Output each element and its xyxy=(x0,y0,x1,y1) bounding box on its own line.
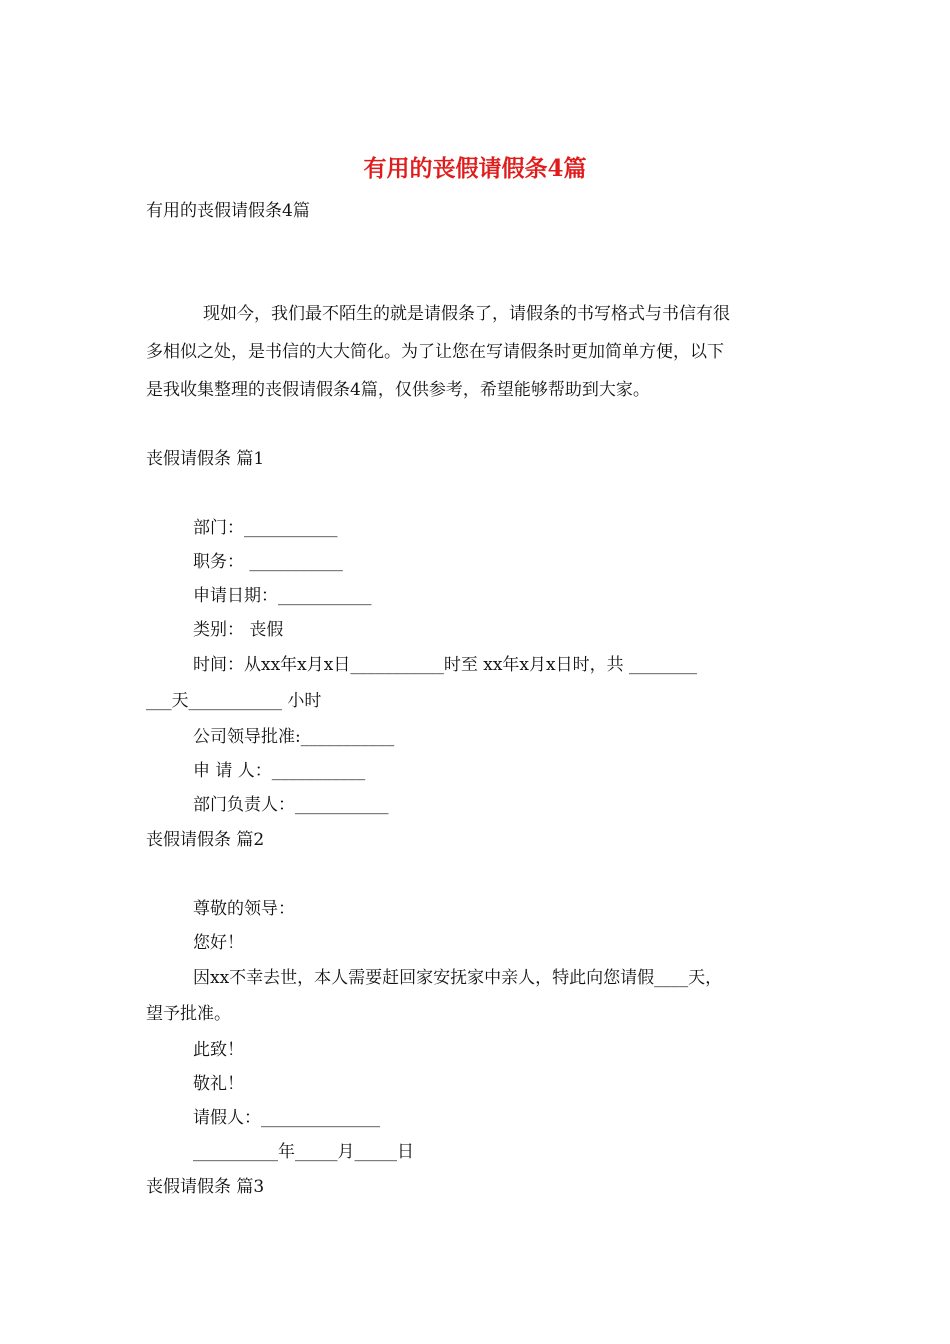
letter-date: __________年_____月_____日 xyxy=(193,1142,414,1162)
field-dept: 部门：___________ xyxy=(193,518,338,538)
field-apply-date: 申请日期：___________ xyxy=(193,586,372,606)
field-position: 职务： ___________ xyxy=(193,552,343,572)
letter-closing-2: 敬礼！ xyxy=(193,1074,244,1094)
field-time-line-2: ___天___________ 小时 xyxy=(146,691,322,711)
section1-heading: 丧假请假条 篇1 xyxy=(146,449,265,469)
letter-signer: 请假人：______________ xyxy=(193,1108,380,1128)
section3-heading: 丧假请假条 篇3 xyxy=(146,1177,265,1197)
field-category: 类别： 丧假 xyxy=(193,620,284,640)
section2-heading: 丧假请假条 篇2 xyxy=(146,830,265,850)
intro-line-1: 现如今，我们最不陌生的就是请假条了，请假条的书写格式与书信有很 xyxy=(203,304,730,324)
letter-greeting: 尊敬的领导： xyxy=(193,899,295,919)
field-applicant: 申 请 人：___________ xyxy=(193,761,366,781)
intro-line-2: 多相似之处，是书信的大大简化。为了让您在写请假条时更加简单方便，以下 xyxy=(146,342,724,362)
document-title: 有用的丧假请假条4篇 xyxy=(363,155,587,182)
letter-body-line-2: 望予批准。 xyxy=(146,1004,231,1024)
field-time-line-1: 时间：从xx年x月x日___________时至 xx年x月x日时，共 ________ xyxy=(193,655,698,675)
field-leader-approval: 公司领导批准:___________ xyxy=(193,727,395,747)
field-dept-head: 部门负责人：___________ xyxy=(193,795,389,815)
intro-line-3: 是我收集整理的丧假请假条4篇，仅供参考，希望能够帮助到大家。 xyxy=(146,380,650,400)
document-subtitle: 有用的丧假请假条4篇 xyxy=(146,201,310,221)
letter-closing-1: 此致！ xyxy=(193,1040,244,1060)
letter-body-line-1: 因xx不幸去世，本人需要赶回家安抚家中亲人，特此向您请假____天， xyxy=(193,968,723,988)
letter-hello: 您好！ xyxy=(193,933,244,953)
